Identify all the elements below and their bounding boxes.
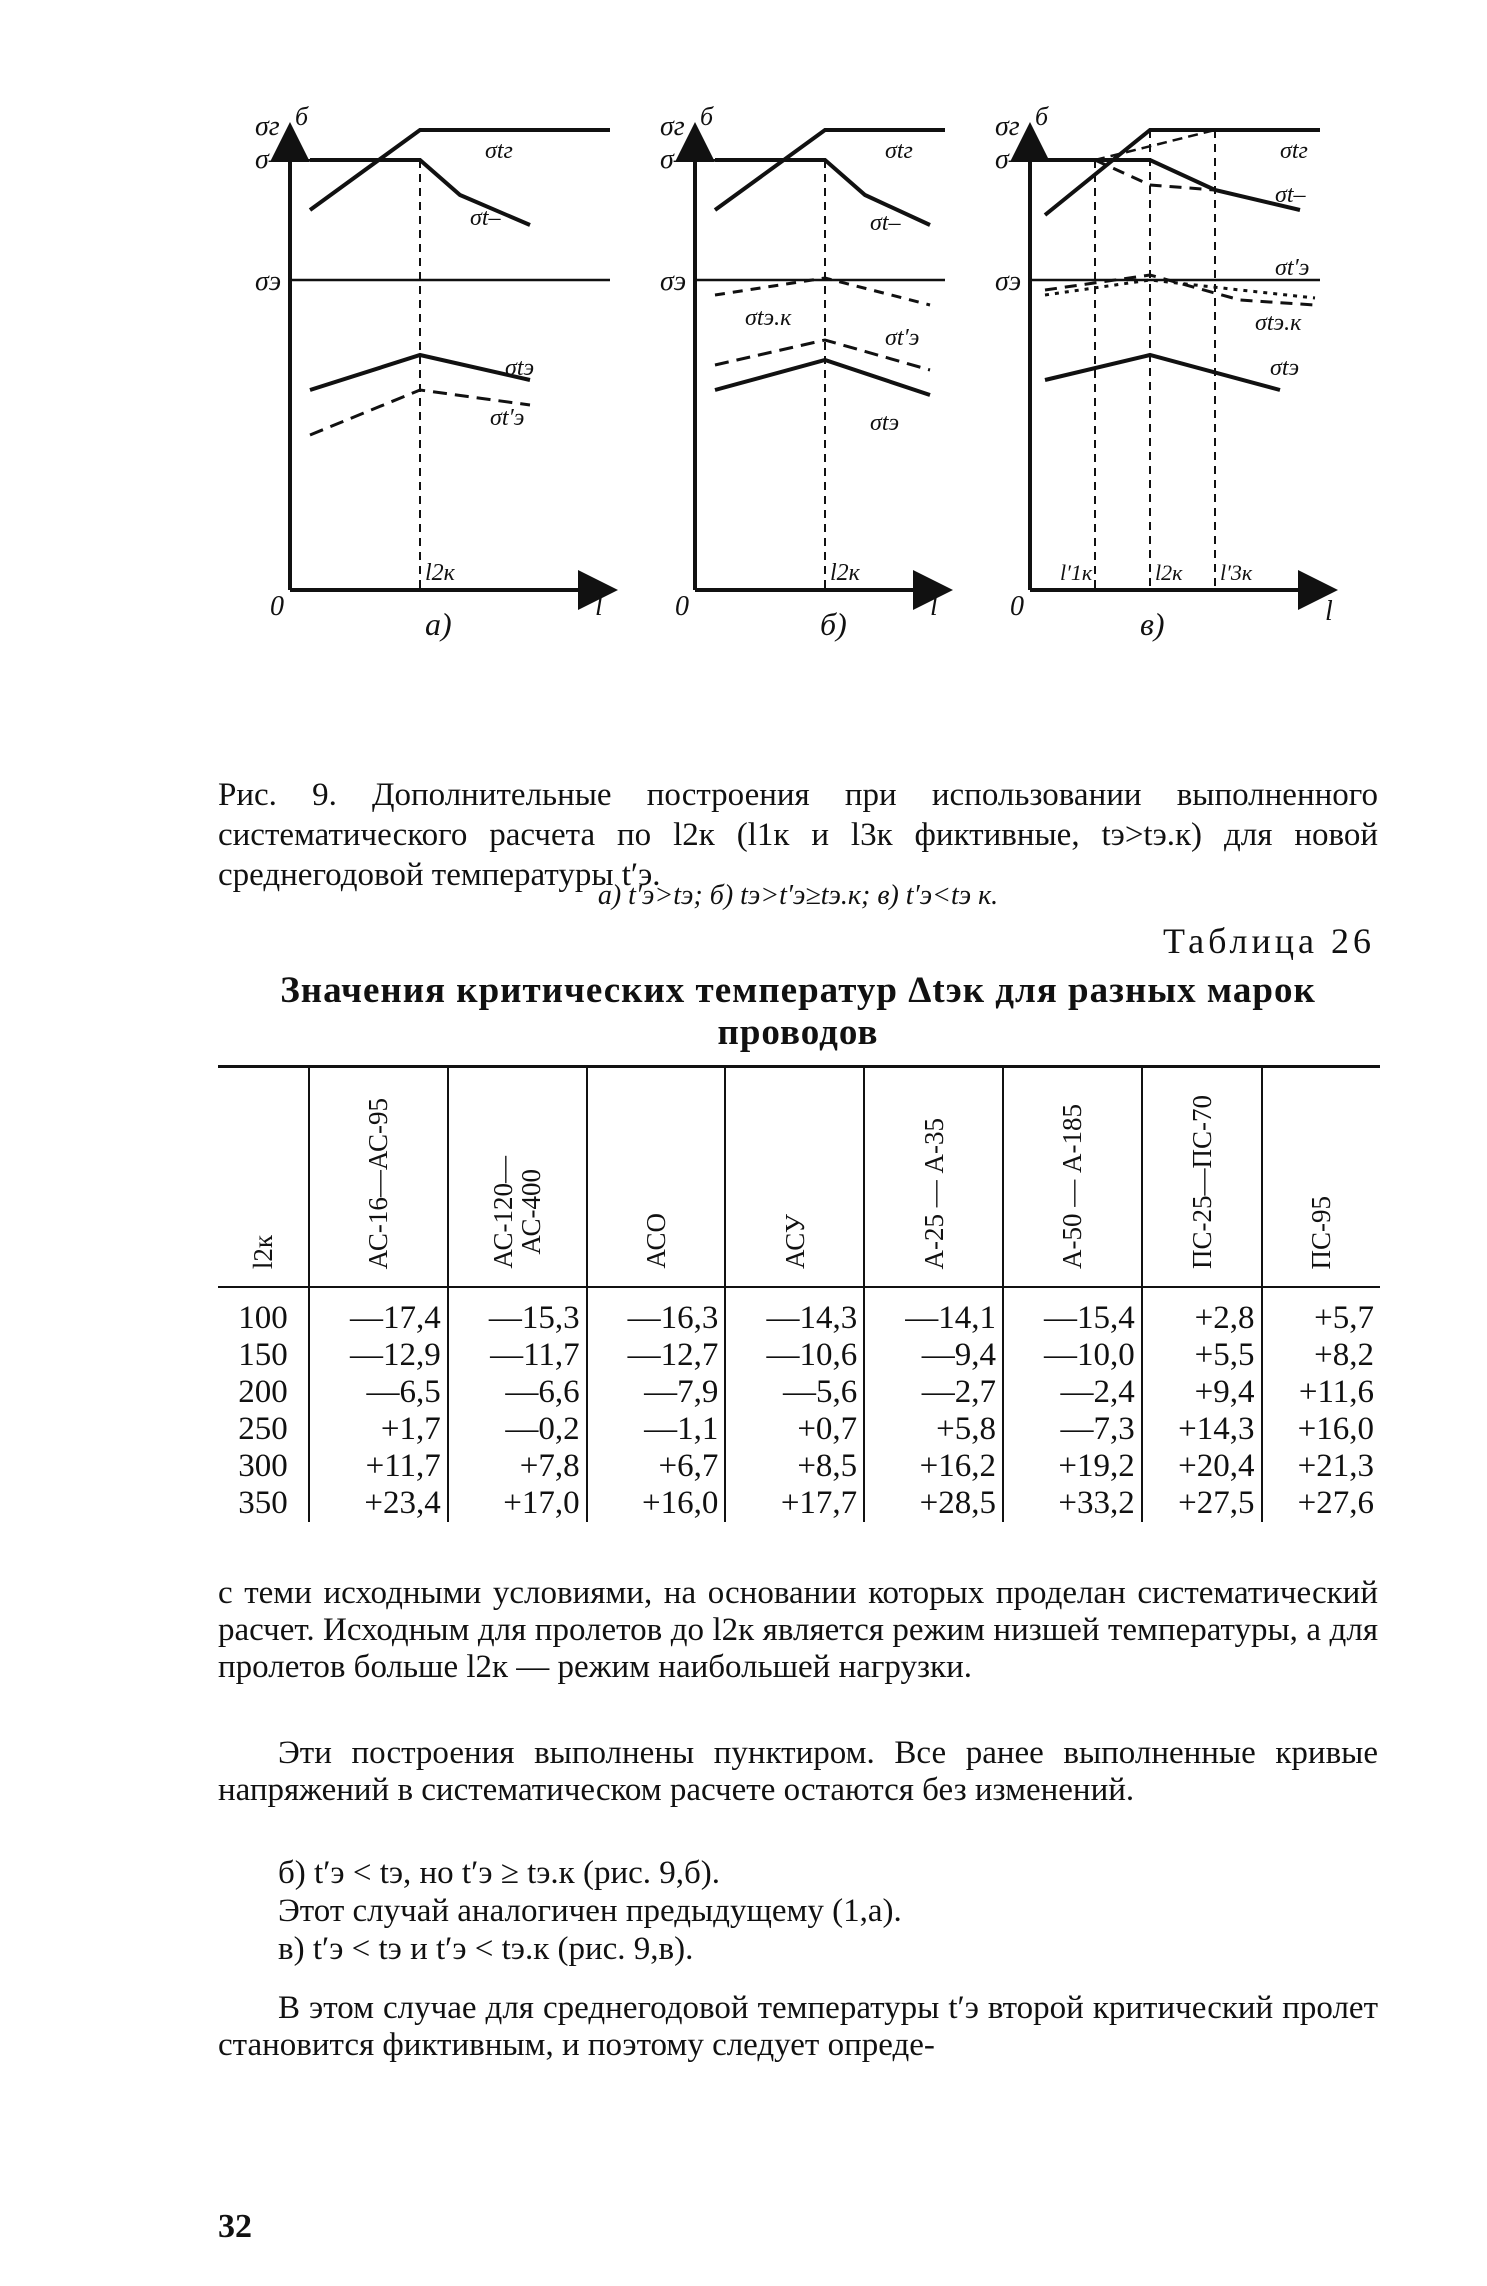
table-cell: —11,7 [448, 1337, 587, 1374]
panel-b-x-axis: l [930, 591, 938, 622]
paragraph-4: Этот случай аналогичен предыдущему (1,а). [278, 1893, 902, 1929]
table-cell: —15,3 [448, 1287, 587, 1337]
table-cell: —15,4 [1003, 1287, 1142, 1337]
panel-c [995, 102, 1333, 642]
panel-a-letter: а) [425, 606, 452, 642]
table-cell: —5,6 [725, 1374, 864, 1411]
table-cell: —1,1 [587, 1411, 726, 1448]
col-header: АСО [587, 1067, 726, 1288]
table-title: Значения критических температур Δtэк для разных марок проводов [280, 970, 1316, 1053]
table-label: Таблица 26 [1163, 921, 1375, 961]
page-number: 32 [218, 2208, 252, 2245]
table-cell: +21,3 [1262, 1448, 1380, 1485]
paragraph-1: с теми исходными условиями, на основании которых проделан систематический расчет. Исходным для пролетов до l2к является режим низшей температуры, а для пролетов больше l2к — режим наибольшей нагрузки. [218, 1575, 1378, 1685]
table-cell: +16,0 [587, 1485, 726, 1522]
table-cell: +16,2 [864, 1448, 1003, 1485]
panel-b-label-tek: σtэ.к [745, 305, 792, 331]
table-cell: +17,0 [448, 1485, 587, 1522]
table-row [218, 1448, 1380, 1485]
panel-a-label-tpe: σt′э [490, 405, 525, 431]
panel-b-label-tg: σtг [885, 138, 913, 164]
col-header: ПС-95 [1262, 1067, 1380, 1288]
table-row [218, 1411, 1380, 1448]
panel-b-l2k: l2к [830, 560, 860, 586]
table-cell: —6,6 [448, 1374, 587, 1411]
panel-a-sigma-e: σэ [255, 266, 282, 297]
table-cell: +5,5 [1142, 1337, 1262, 1374]
panel-b-origin: 0 [675, 591, 689, 622]
panel-c-label-tminus: σt– [1275, 182, 1306, 208]
table-cell: —7,3 [1003, 1411, 1142, 1448]
figure-subcaption: а) t′э>tэ; б) tэ>t′э≥tэ.к; в) t′э<tэ к. [597, 880, 999, 911]
span-length-cell: 350 [238, 1485, 288, 1521]
table-cell: +2,8 [1142, 1287, 1262, 1337]
panel-c-origin: 0 [1010, 591, 1024, 622]
table-cell: +6,7 [587, 1448, 726, 1485]
panel-b-label-tminus: σt– [870, 210, 901, 236]
table-cell: +17,7 [725, 1485, 864, 1522]
table-cell: +8,5 [725, 1448, 864, 1485]
table-cell: +16,0 [1262, 1411, 1380, 1448]
panel-c-axis-b: б [1035, 102, 1049, 131]
panel-a-label-te: σtэ [505, 355, 535, 381]
table-row [218, 1337, 1380, 1374]
span-length-cell: 100 [238, 1300, 288, 1336]
panel-c-letter: в) [1140, 606, 1165, 642]
panel-b-sigma-e: σэ [660, 266, 687, 297]
table-cell: +27,6 [1262, 1485, 1380, 1522]
table-cell: —16,3 [587, 1287, 726, 1337]
panel-a [255, 102, 610, 642]
figure-9-svg [240, 102, 1390, 750]
panel-a-sigma-g: σг [255, 111, 280, 142]
panel-b-label-tpe: σt′э [885, 325, 920, 351]
table-cell: +33,2 [1003, 1485, 1142, 1522]
panel-a-axis-b: б [295, 102, 309, 131]
col-header: А-50 — А-185 [1003, 1067, 1142, 1288]
table-cell: +20,4 [1142, 1448, 1262, 1485]
table-cell: +8,2 [1262, 1337, 1380, 1374]
span-length-cell: 150 [238, 1337, 288, 1373]
col-header: АСУ [725, 1067, 864, 1288]
col-header: АС-120— АС-400 [448, 1067, 587, 1288]
panel-b-axis-b: б [700, 102, 714, 131]
table-cell: +28,5 [864, 1485, 1003, 1522]
table-body [218, 1287, 1380, 1522]
table-cell: —0,2 [448, 1411, 587, 1448]
table-cell: +0,7 [725, 1411, 864, 1448]
panel-b-label-te: σtэ [870, 410, 900, 436]
span-length-cell: 250 [238, 1411, 288, 1447]
panel-c-label-te: σtэ [1270, 355, 1300, 381]
panel-a-origin: 0 [270, 591, 284, 622]
table-header-row [218, 1067, 1380, 1288]
table-cell: +27,5 [1142, 1485, 1262, 1522]
paragraph-6: В этом случае для среднегодовой температуры t′э второй критический пролет становится фиктивным, и поэтому следует опреде- [218, 1990, 1378, 2063]
panel-a-x-axis: l [595, 591, 603, 622]
panel-b [660, 102, 945, 642]
col-header: А-25 — А-35 [864, 1067, 1003, 1288]
table-cell: —10,6 [725, 1337, 864, 1374]
table-cell: —17,4 [309, 1287, 448, 1337]
table-cell: —9,4 [864, 1337, 1003, 1374]
panel-c-l2k: l2к [1155, 560, 1183, 585]
table-cell: —14,3 [725, 1287, 864, 1337]
col-header: ПС-25—ПС-70 [1142, 1067, 1262, 1288]
table-cell: —10,0 [1003, 1337, 1142, 1374]
paragraph-5: в) t′э < tэ и t′э < tэ.к (рис. 9,в). [278, 1931, 694, 1967]
panel-c-label-tg: σtг [1280, 138, 1308, 164]
panel-c-l1k: l′1к [1060, 560, 1093, 585]
panel-c-x-axis: l [1325, 596, 1333, 627]
panel-c-label-tek: σtэ.к [1255, 310, 1302, 336]
span-length-cell: 300 [238, 1448, 288, 1484]
col-header: АС-16—АС-95 [309, 1067, 448, 1288]
table-cell: —12,7 [587, 1337, 726, 1374]
table-cell: +14,3 [1142, 1411, 1262, 1448]
table-row [218, 1485, 1380, 1522]
panel-c-sigma-e: σэ [995, 266, 1022, 297]
panel-b-letter: б) [820, 606, 847, 642]
panel-b-sigma-g: σг [660, 111, 685, 142]
panel-b-sigma-minus: σ– [660, 144, 688, 175]
col-header: l2к [218, 1067, 309, 1288]
table-cell: —12,9 [309, 1337, 448, 1374]
table-cell: +1,7 [309, 1411, 448, 1448]
panel-c-sigma-minus: σ– [995, 144, 1023, 175]
table-row [218, 1374, 1380, 1411]
table-cell: +9,4 [1142, 1374, 1262, 1411]
table-cell: +11,6 [1262, 1374, 1380, 1411]
panel-a-label-tminus: σt– [470, 205, 501, 231]
panel-a-l2k: l2к [425, 560, 455, 586]
panel-a-label-tg: σtг [485, 138, 513, 164]
panel-c-label-tpe: σt′э [1275, 255, 1310, 281]
panel-a-sigma-minus: σ– [255, 144, 283, 175]
table-cell: —2,7 [864, 1374, 1003, 1411]
table-cell: +11,7 [309, 1448, 448, 1485]
table-cell: +5,8 [864, 1411, 1003, 1448]
table-cell: +7,8 [448, 1448, 587, 1485]
figure-caption: Рис. 9. Дополнительные построения при использовании выполненного систематического расчета по l2к (l1к и l3к фиктивные, tэ>tэ.к) для новой среднегодовой температуры t′э. [218, 777, 1378, 893]
table-cell: +5,7 [1262, 1287, 1380, 1337]
table-cell: —7,9 [587, 1374, 726, 1411]
figure-9 [240, 102, 1390, 750]
paragraph-2: Эти построения выполнены пунктиром. Все ранее выполненные кривые напряжений в систематическом расчете остаются без изменений. [218, 1735, 1378, 1808]
paragraph-3: б) t′э < tэ, но t′э ≥ tэ.к (рис. 9,б). [278, 1855, 721, 1891]
table-cell: +23,4 [309, 1485, 448, 1522]
critical-temperature-table [218, 1065, 1380, 1522]
table-cell: —6,5 [309, 1374, 448, 1411]
panel-c-l3k: l′3к [1220, 560, 1253, 585]
table-cell: —2,4 [1003, 1374, 1142, 1411]
span-length-cell: 200 [238, 1374, 288, 1410]
table-cell: +19,2 [1003, 1448, 1142, 1485]
panel-c-sigma-g: σг [995, 111, 1020, 142]
table-cell: —14,1 [864, 1287, 1003, 1337]
table-row [218, 1287, 1380, 1337]
